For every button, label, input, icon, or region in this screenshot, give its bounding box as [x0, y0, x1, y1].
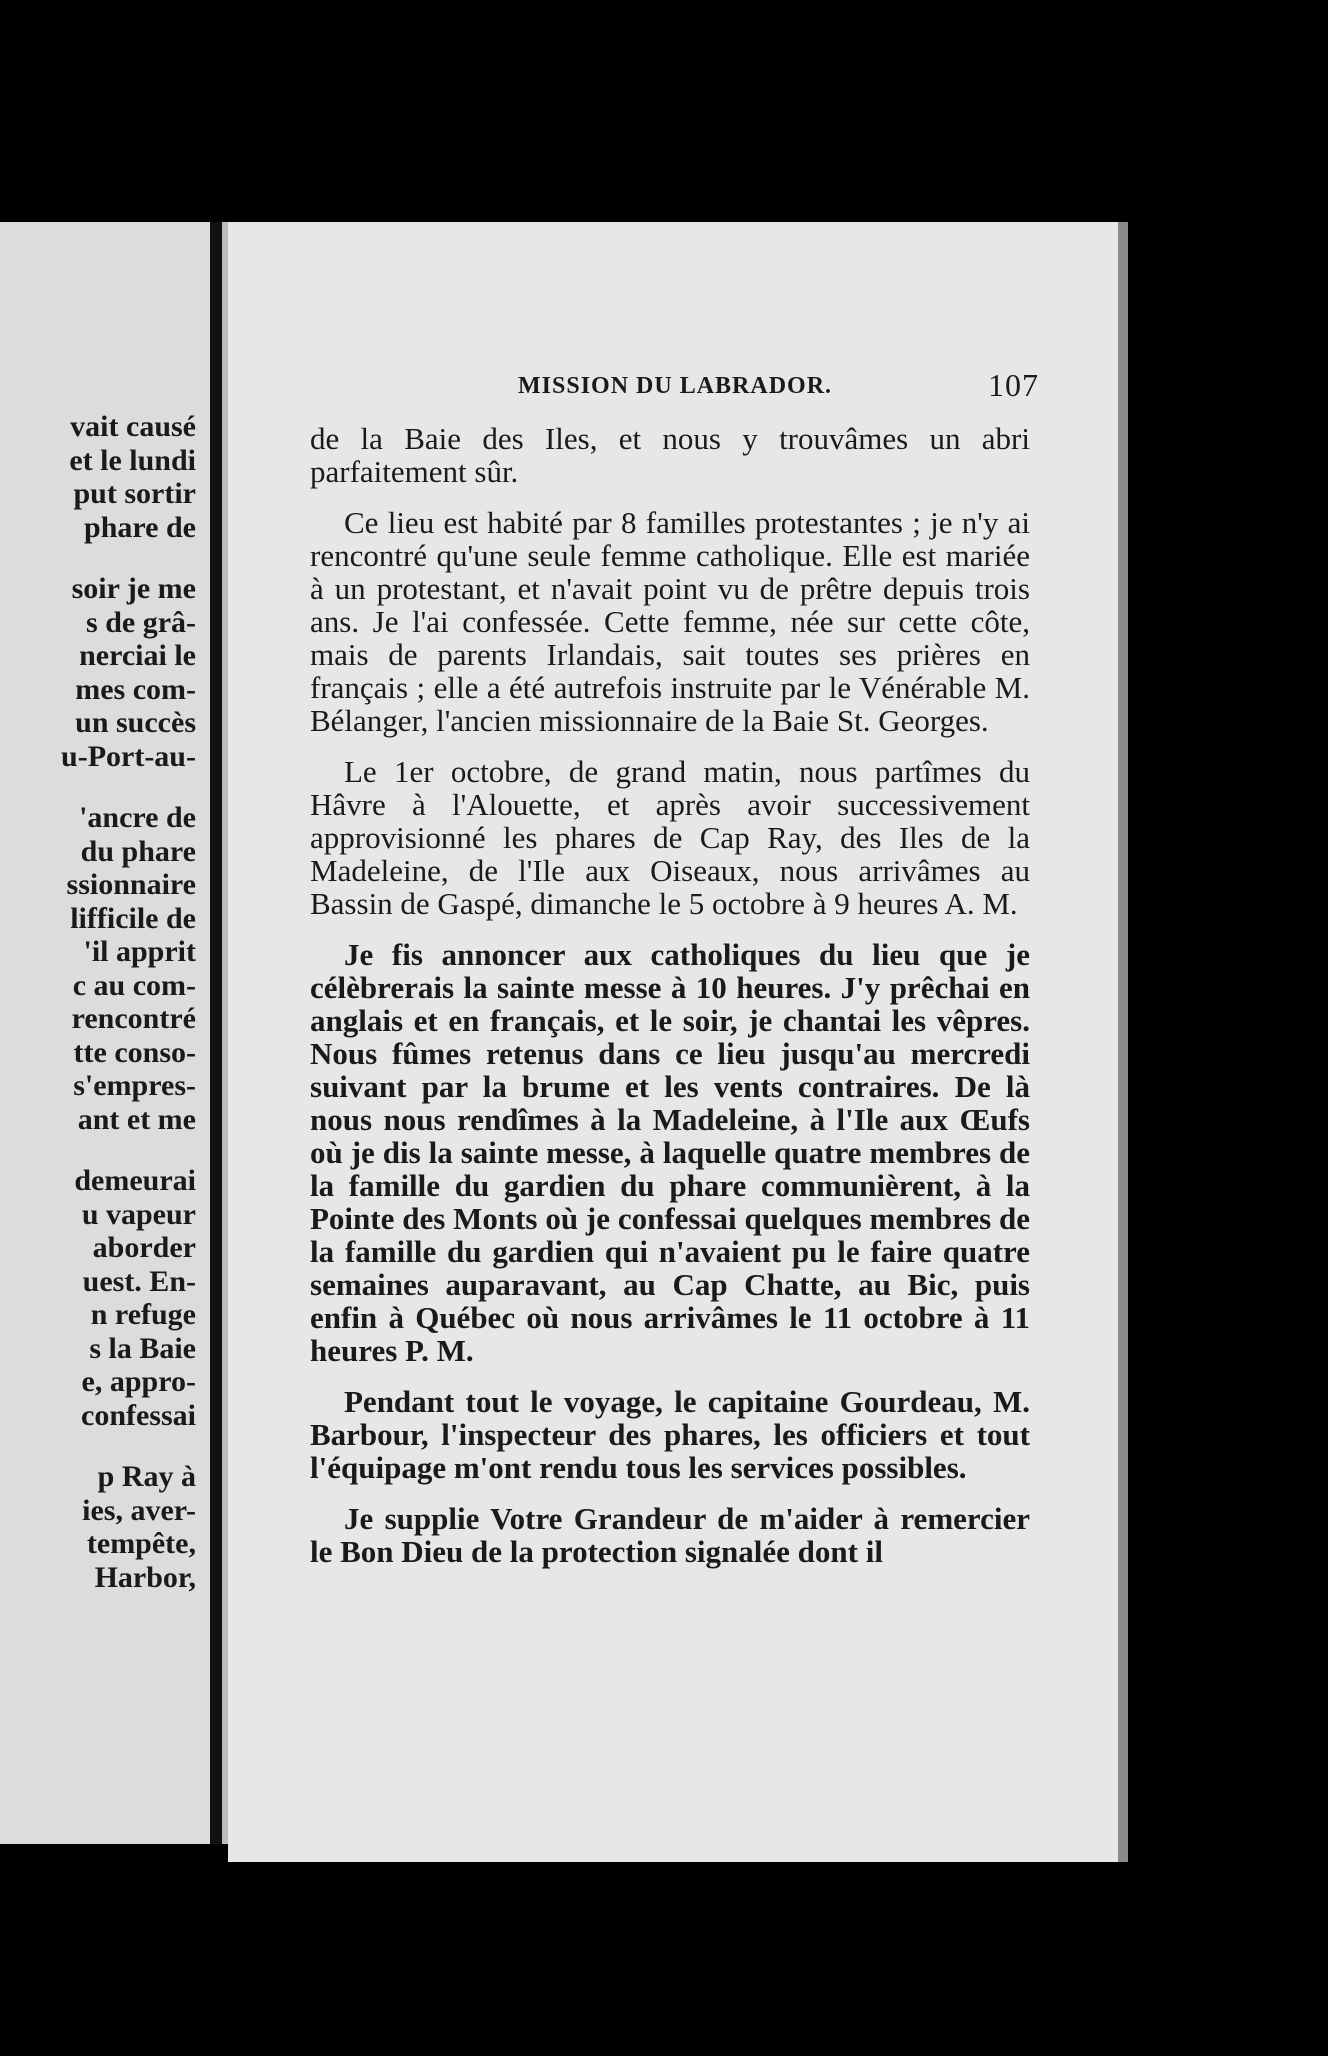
left-page-gap: [61, 1136, 196, 1164]
left-page-line: s de grâ-: [86, 605, 196, 639]
left-page-line: un succès: [75, 706, 196, 739]
left-page-line: ies, aver-: [82, 1493, 196, 1527]
left-page-line: 'il apprit: [83, 935, 196, 968]
left-page-line: confessai: [81, 1398, 196, 1432]
left-page-line: du phare: [80, 834, 196, 868]
left-page-text: [61, 410, 196, 1594]
left-page-line: Harbor,: [94, 1560, 196, 1594]
left-page-line: put sortir: [73, 477, 196, 510]
running-title: MISSION DU LABRADOR.: [518, 373, 833, 399]
left-page-gap: [61, 1432, 196, 1460]
left-page-line: n refuge: [90, 1298, 196, 1331]
left-page-line: uest. En-: [82, 1264, 196, 1298]
paragraph: Je fis annoncer aux catholiques du lieu que je célèbrerais la sainte messe à 10 heures. J'y prêchai en anglais et en français, et le soir, je chantai les vêpres. Nous fûmes retenus dans ce lieu jusqu'au mercredi suivant par la brume et les vents contraires. De là nous nous rendîmes à la Madeleine, à l'Ile aux Œufs où je dis la sainte messe, à laquelle quatre membres de la famille du gardien du phare communièrent, à la Pointe des Monts où je confessai quelques membres de la famille du gardien qui n'avaient pu le faire quatre semaines auparavant, au Cap Chatte, au Bic, puis enfin à Québec où nous arrivâmes le 11 octobre à 11 heures P. M.: [310, 937, 1030, 1368]
left-page-line: nerciai le: [79, 639, 196, 672]
left-page-line: ant et me: [77, 1102, 196, 1136]
left-page-line: rencontré: [71, 1002, 196, 1035]
left-page: [0, 222, 212, 1844]
left-page-line: c au com-: [72, 968, 196, 1002]
right-page: [228, 222, 1128, 1862]
left-page-line: s la Baie: [89, 1331, 196, 1365]
left-page-line: u vapeur: [81, 1197, 196, 1231]
left-page-line: s'empres-: [73, 1069, 196, 1102]
left-page-gap: [61, 544, 196, 572]
book-gutter: [210, 222, 222, 1844]
paragraph: de la Baie des Iles, et nous y trouvâmes un abri parfaitement sûr.: [310, 421, 1030, 489]
paragraph: Le 1er octobre, de grand matin, nous partîmes du Hâvre à l'Alouette, et après avoir successivement approvisionné les phares de Cap Ray, des Iles de la Madeleine, de l'Ile aux Oiseaux, nous arrivâmes au Bassin de Gaspé, dimanche le 5 octobre à 9 heures A. M.: [310, 754, 1030, 921]
left-page-line: aborder: [92, 1231, 196, 1264]
paragraph: Ce lieu est habité par 8 familles protestantes ; je n'y ai rencontré qu'une seule femme catholique. Elle est mariée à un protestant, et n'avait point vu de prêtre depuis trois ans. Je l'ai confessée. Cette femme, née sur cette côte, mais de parents Irlandais, sait toutes ses prières en français ; elle a été autrefois instruite par le Vénérable M. Bélanger, l'ancien missionnaire de la Baie St. Georges.: [310, 505, 1030, 738]
left-page-line: vait causé: [70, 410, 196, 443]
left-page-line: phare de: [84, 510, 196, 544]
left-page-line: 'ancre de: [79, 801, 196, 834]
body-text: [310, 422, 1030, 1586]
left-page-line: tempête,: [86, 1527, 196, 1560]
page-number: 107: [988, 367, 1039, 403]
left-page-line: p Ray à: [97, 1460, 196, 1493]
left-page-line: lifficile de: [70, 901, 196, 935]
left-page-line: e, appro-: [81, 1365, 196, 1398]
left-page-line: soir je me: [71, 572, 196, 605]
paragraph: Pendant tout le voyage, le capitaine Gourdeau, M. Barbour, l'inspecteur des phares, les officiers et tout l'équipage m'ont rendu tous les services possibles.: [310, 1384, 1030, 1485]
left-page-line: tte conso-: [73, 1035, 196, 1069]
left-page-line: u-Port-au-: [61, 739, 196, 773]
left-page-line: demeurai: [74, 1164, 196, 1197]
left-page-gap: [61, 773, 196, 801]
left-page-line: ssionnaire: [66, 868, 196, 901]
paragraph: Je supplie Votre Grandeur de m'aider à remercier le Bon Dieu de la protection signalée dont il: [310, 1501, 1030, 1569]
left-page-line: et le lundi: [69, 443, 196, 477]
left-page-line: mes com-: [75, 672, 196, 706]
